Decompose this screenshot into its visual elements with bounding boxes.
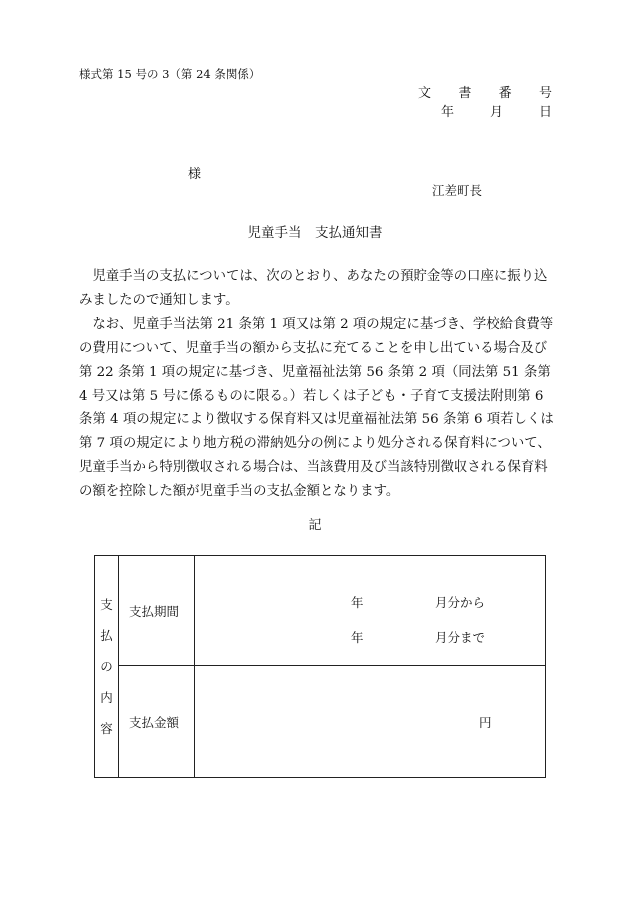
document-number-row bbox=[418, 82, 552, 101]
doc-number-char: 文 bbox=[418, 86, 432, 101]
date-day-label: 日 bbox=[538, 105, 552, 120]
payment-content-side-label: 支 払 の 内 容 bbox=[95, 556, 119, 778]
ki-heading: 記 bbox=[308, 518, 322, 533]
doc-number-char: 書 bbox=[458, 86, 472, 101]
period-from-month: 月分から bbox=[435, 595, 486, 610]
payment-details-table bbox=[94, 555, 546, 778]
doc-number-char: 番 bbox=[498, 86, 512, 101]
period-to-month: 月分まで bbox=[435, 630, 486, 645]
date-month-label: 月 bbox=[489, 105, 503, 120]
notice-body bbox=[79, 265, 557, 504]
date-year-label: 年 bbox=[440, 105, 454, 120]
body-paragraph: なお、児童手当法第 21 条第 1 項又は第 2 項の規定に基づき、学校給食費等の費用について、児童手当の額から支払に充てることを申し出ている場合及び第 22 条第 1 項の規定に基づき、児童福祉法第 56 条第 2 項（同法第 51 条第 4 号又は第 5 号に係るものに限る。）若しくは子ども・子育て支援法附則第 6 条第 4 項の規定により徴収する保育料又は児童福祉法第 56 条第 6 項若しくは第 7 項の規定により地方税の滞納処分の例により処分される保育料について、児童手当から特別徴収される場合は、当該費用及び当該特別徴収される保育料の額を控除した額が児童手当の支払金額となります。 bbox=[79, 316, 554, 500]
addressee-suffix: 様 bbox=[188, 167, 202, 182]
amount-unit: 円 bbox=[479, 715, 492, 730]
document-title: 児童手当 支払通知書 bbox=[247, 225, 383, 241]
body-paragraph: 児童手当の支払については、次のとおり、あなたの預貯金等の口座に振り込みましたので通知します。 bbox=[79, 269, 548, 308]
form-number: 様式第 15 号の 3（第 24 条関係） bbox=[79, 67, 261, 81]
period-to-year: 年 bbox=[351, 630, 364, 645]
doc-number-char: 号 bbox=[538, 86, 552, 101]
payment-amount-value bbox=[195, 666, 546, 778]
document-date-row bbox=[418, 101, 552, 120]
issuer-name: 江差町長 bbox=[432, 183, 483, 198]
period-from-year: 年 bbox=[351, 595, 364, 610]
payment-period-label: 支払期間 bbox=[119, 556, 195, 666]
payment-amount-label: 支払金額 bbox=[119, 666, 195, 778]
payment-period-value bbox=[195, 556, 546, 666]
